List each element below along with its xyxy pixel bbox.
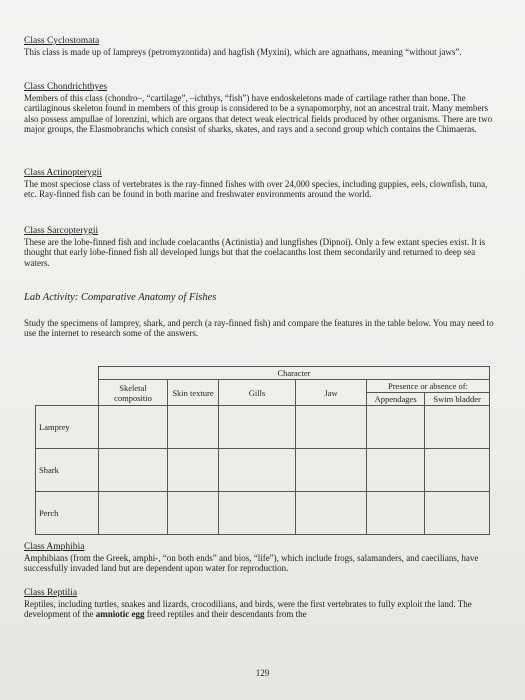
- comparative-anatomy-table: [35, 366, 490, 535]
- section-body: The most speciose class of vertebrates is the ray-finned fishes with over 24,000 species, including guppies, eels, clownfish, tuna, etc. Ray-finned fish can be found in both marine and freshwater environments around the world.: [24, 178, 488, 199]
- section-title: Class Reptilia: [24, 588, 78, 598]
- cell-shark-jaw[interactable]: [296, 449, 367, 492]
- section-body: [24, 599, 494, 620]
- section-reptilia: [24, 588, 494, 620]
- page-number: 129: [255, 668, 270, 678]
- col-skeletal-composition: Skeletal compositio: [99, 380, 168, 406]
- cell-shark-skin[interactable]: [168, 449, 219, 492]
- section-actinopterygii: [24, 168, 494, 200]
- table-row: [36, 449, 490, 492]
- section-chondrichthyes: [24, 82, 494, 135]
- table-row: [36, 492, 490, 535]
- cell-perch-skeletal[interactable]: [99, 492, 168, 535]
- cell-shark-gills[interactable]: [219, 449, 296, 492]
- table-row: [36, 406, 490, 449]
- cell-perch-gills[interactable]: [219, 492, 296, 535]
- col-swim-bladder: Swim bladder: [425, 393, 490, 406]
- cell-perch-swim-bladder[interactable]: [425, 492, 490, 535]
- section-cyclostomata: [24, 36, 494, 57]
- col-jaw: Jaw: [296, 380, 367, 406]
- row-label-shark: Shark: [36, 449, 99, 492]
- section-body: This class is made up of lampreys (petromyzontida) and hagfish (Myxini), which are agnathans, meaning “without jaws”.: [24, 46, 462, 57]
- cell-shark-swim-bladder[interactable]: [425, 449, 490, 492]
- section-body: Members of this class (chondro–, “cartilage”, –ichthys, “fish”) have endoskeletons made of cartilage rather than bone. The cartilaginous skeleton found in members of this group is considered to be a synapomorphy, not an ancestral trait. Many members also possess ampullae of lorenzini, which are organs that detect weak electrical fields produced by other organisms. There are two major groups, the Elasmobranchs which consist of sharks, skates, and rays and a second group which contains the Chimaeras.: [24, 92, 493, 134]
- table-corner: [36, 367, 99, 406]
- lab-activity-body: Study the specimens of lamprey, shark, and perch (a ray-finned fish) and compare the features in the table below. You may need to use the internet to research some of the answers.: [24, 317, 494, 338]
- cell-lamprey-gills[interactable]: [219, 406, 296, 449]
- section-body: These are the lobe-finned fish and include coelacanths (Actinistia) and lungfishes (Dipnoi). Only a few extant species exist. It is thought that early lobe-finned fish all developed lungs but that the coelacanths lost them secondarily and returned to deep sea waters.: [24, 236, 486, 268]
- section-title: Class Actinopterygii: [24, 168, 102, 178]
- col-appendages: Appendages: [367, 393, 425, 406]
- section-title: Class Sarcopterygii: [24, 226, 99, 236]
- bold-term: amniotic egg: [95, 609, 145, 619]
- section-title: Class Cyclostomata: [24, 36, 100, 46]
- col-presence-or-absence: Presence or absence of:: [367, 380, 490, 393]
- col-gills: Gills: [219, 380, 296, 406]
- cell-perch-skin[interactable]: [168, 492, 219, 535]
- cell-lamprey-swim-bladder[interactable]: [425, 406, 490, 449]
- section-title: Class Chondrichthyes: [24, 82, 108, 92]
- body-text-end: freed reptiles and their descendants from the: [144, 609, 307, 619]
- section-lab-activity: [24, 292, 494, 339]
- row-label-perch: Perch: [36, 492, 99, 535]
- col-skin-texture: Skin texture: [168, 380, 219, 406]
- cell-perch-appendages[interactable]: [367, 492, 425, 535]
- cell-perch-jaw[interactable]: [296, 492, 367, 535]
- cell-lamprey-skin[interactable]: [168, 406, 219, 449]
- lab-activity-title: Lab Activity: Comparative Anatomy of Fishes: [24, 292, 217, 303]
- cell-lamprey-appendages[interactable]: [367, 406, 425, 449]
- section-sarcopterygii: [24, 226, 494, 268]
- body-text-start: Reptiles, including turtles, snakes and lizards, crocodilians, and birds, were the first vertebrates to fully exploit the land. The development of the: [24, 598, 472, 619]
- section-body: Amphibians (from the Greek, amphi-, “on both ends” and bios, “life”), which include frogs, salamanders, and caecilians, have successfully invaded land but are dependent upon water for reproduction.: [24, 552, 479, 573]
- cell-lamprey-skeletal[interactable]: [99, 406, 168, 449]
- cell-shark-skeletal[interactable]: [99, 449, 168, 492]
- cell-shark-appendages[interactable]: [367, 449, 425, 492]
- row-label-lamprey: Lamprey: [36, 406, 99, 449]
- character-header: Character: [99, 367, 490, 380]
- cell-lamprey-jaw[interactable]: [296, 406, 367, 449]
- section-title: Class Amphibia: [24, 542, 85, 552]
- section-amphibia: [24, 542, 494, 574]
